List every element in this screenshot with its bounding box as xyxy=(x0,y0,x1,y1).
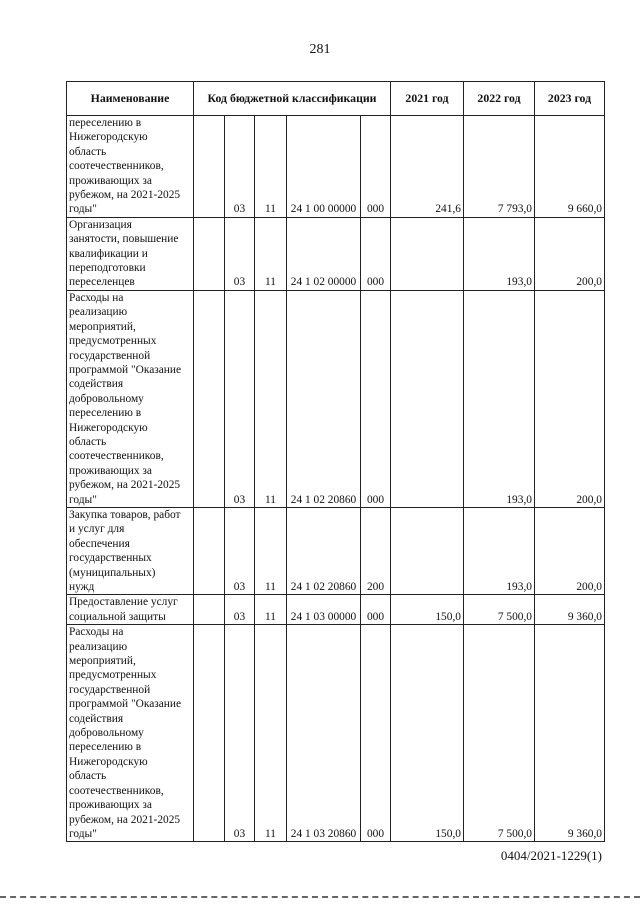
value-2021: 241,6 xyxy=(391,116,464,218)
value-2021 xyxy=(391,217,464,290)
code-expense-type: 000 xyxy=(361,290,391,507)
header-year-2021: 2021 год xyxy=(391,82,464,116)
code-target: 24 1 02 00000 xyxy=(287,217,361,290)
code-subsection: 11 xyxy=(255,625,287,842)
code-target: 24 1 02 20860 xyxy=(287,507,361,594)
empty-cell xyxy=(194,625,225,842)
value-2022: 7 500,0 xyxy=(464,595,535,625)
value-2023: 9 660,0 xyxy=(535,116,605,218)
row-name: Предоставление услуг социальной защиты xyxy=(67,595,194,625)
budget-table xyxy=(66,81,605,842)
bottom-divider xyxy=(0,896,640,898)
code-subsection: 11 xyxy=(255,507,287,594)
code-section: 03 xyxy=(225,625,255,842)
row-name: Расходы на реализацию мероприятий, предусмотренных государственной программой "Оказание содействия добровольному переселению в Нижегородскую область соотечественников, проживающих за рубежом, на 2021-2025 годы" xyxy=(67,625,194,842)
code-section: 03 xyxy=(225,290,255,507)
code-section: 03 xyxy=(225,595,255,625)
value-2021: 150,0 xyxy=(391,625,464,842)
value-2021 xyxy=(391,290,464,507)
code-expense-type: 000 xyxy=(361,595,391,625)
value-2021: 150,0 xyxy=(391,595,464,625)
value-2022: 193,0 xyxy=(464,507,535,594)
empty-cell xyxy=(194,116,225,218)
table-row xyxy=(67,290,605,507)
value-2022: 7 500,0 xyxy=(464,625,535,842)
value-2023: 9 360,0 xyxy=(535,595,605,625)
table-row xyxy=(67,595,605,625)
code-subsection: 11 xyxy=(255,595,287,625)
code-section: 03 xyxy=(225,217,255,290)
document-code: 0404/2021-1229(1) xyxy=(500,848,602,863)
empty-cell xyxy=(194,290,225,507)
table-row xyxy=(67,217,605,290)
row-name: Организация занятости, повышение квалификации и переподготовки переселенцев xyxy=(67,217,194,290)
code-target: 24 1 00 00000 xyxy=(287,116,361,218)
table-header-row xyxy=(67,82,605,116)
code-expense-type: 000 xyxy=(361,625,391,842)
code-target: 24 1 02 20860 xyxy=(287,290,361,507)
value-2022: 193,0 xyxy=(464,290,535,507)
header-budget-code: Код бюджетной классификации xyxy=(194,82,391,116)
code-subsection: 11 xyxy=(255,217,287,290)
code-subsection: 11 xyxy=(255,116,287,218)
code-target: 24 1 03 20860 xyxy=(287,625,361,842)
header-year-2022: 2022 год xyxy=(464,82,535,116)
header-name: Наименование xyxy=(67,82,194,116)
value-2022: 193,0 xyxy=(464,217,535,290)
table-row xyxy=(67,625,605,842)
page-number: 281 xyxy=(309,42,331,57)
code-expense-type: 000 xyxy=(361,116,391,218)
empty-cell xyxy=(194,217,225,290)
row-name: переселению в Нижегородскую область соотечественников, проживающих за рубежом, на 2021-2025 годы" xyxy=(67,116,194,218)
value-2023: 200,0 xyxy=(535,290,605,507)
code-target: 24 1 03 00000 xyxy=(287,595,361,625)
code-section: 03 xyxy=(225,507,255,594)
code-expense-type: 200 xyxy=(361,507,391,594)
value-2021 xyxy=(391,507,464,594)
row-name: Расходы на реализацию мероприятий, предусмотренных государственной программой "Оказание содействия добровольному переселению в Нижегородскую область соотечественников, проживающих за рубежом, на 2021-2025 годы" xyxy=(67,290,194,507)
code-section: 03 xyxy=(225,116,255,218)
value-2022: 7 793,0 xyxy=(464,116,535,218)
table-row xyxy=(67,116,605,218)
empty-cell xyxy=(194,507,225,594)
code-subsection: 11 xyxy=(255,290,287,507)
value-2023: 200,0 xyxy=(535,507,605,594)
value-2023: 200,0 xyxy=(535,217,605,290)
value-2023: 9 360,0 xyxy=(535,625,605,842)
empty-cell xyxy=(194,595,225,625)
code-expense-type: 000 xyxy=(361,217,391,290)
row-name: Закупка товаров, работ и услуг для обеспечения государственных (муниципальных) нужд xyxy=(67,507,194,594)
header-year-2023: 2023 год xyxy=(535,82,605,116)
table-row xyxy=(67,507,605,594)
